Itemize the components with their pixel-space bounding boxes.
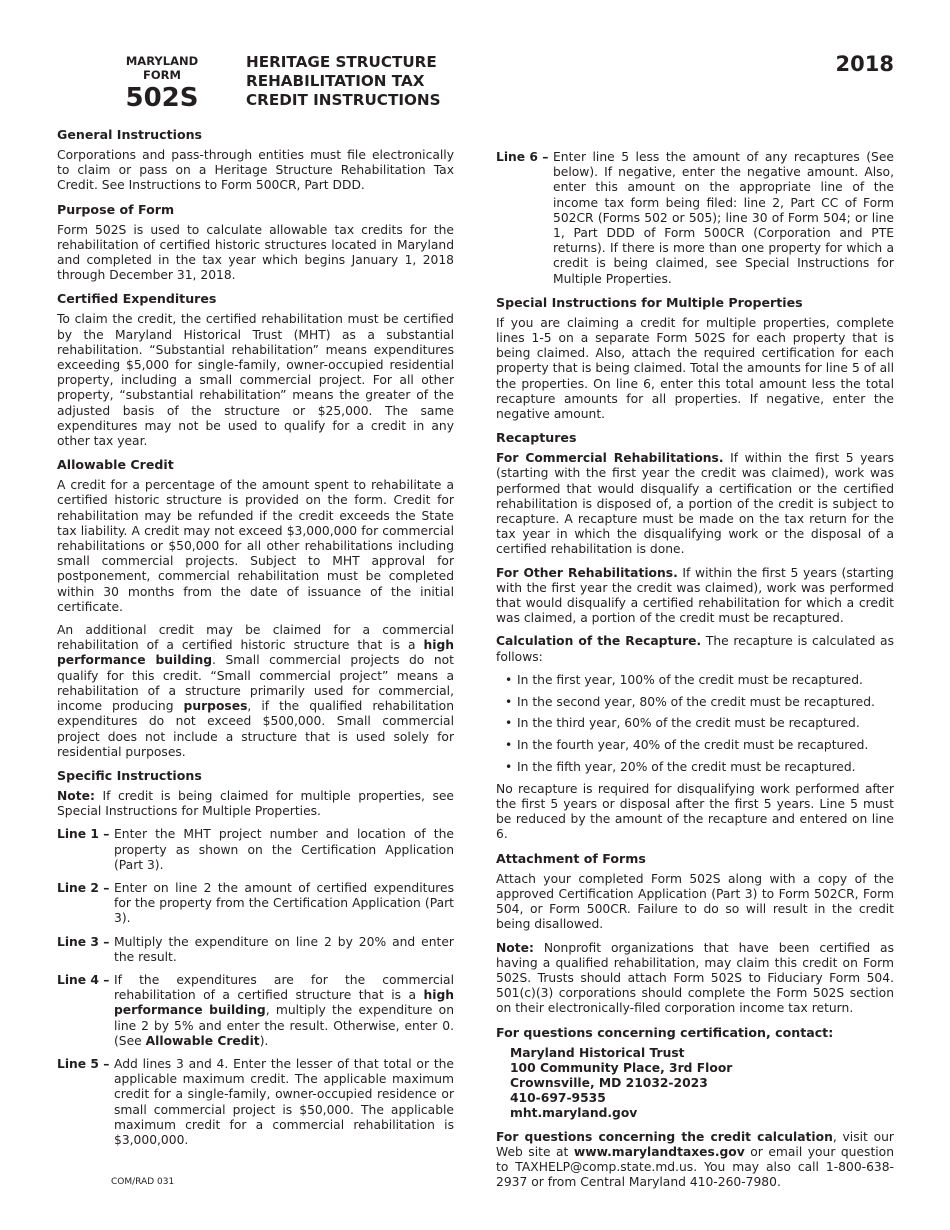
title-line: REHABILITATION TAX (246, 72, 425, 90)
website-link[interactable]: www.marylandtaxes.gov (573, 1144, 745, 1159)
right-column (496, 150, 894, 1198)
list-item-text: In the third year, 60% of the credit must be recaptured. (517, 716, 860, 731)
title-line: HERITAGE STRUCTURE (246, 53, 437, 71)
emphasis-text: purposes (183, 699, 248, 714)
recapture-calculation-text (496, 634, 894, 664)
contact-city: Crownsville, MD 21032-2023 (510, 1075, 708, 1090)
line-label: Line 3 – (57, 934, 110, 949)
emphasis-text: Allowable Credit (145, 1033, 260, 1048)
note-text: Nonprofit organizations that have been certified as having a qualified rehabilitation, may claim this credit on Form 502S. Trusts should attach Form 502S to Fiduciary Form 504. 501(c)(3) corporations should complete the Form 502S section on their electronically-filed corporation income tax return. (496, 940, 894, 1016)
section-heading-multiple-properties: Special Instructions for Multiple Properties (496, 294, 803, 310)
list-item-text: In the fourth year, 40% of the credit must be recaptured. (517, 738, 869, 753)
contact-address-block (510, 1046, 894, 1122)
list-item (505, 673, 894, 688)
text-run: If within the first 5 years (starting with the first year the credit was claimed), work was performed that would disqualify a certified rehabilitation for which a credit was claimed, a portion of the credit must be recaptured. (496, 565, 894, 626)
emphasis-text: For Commercial Rehabilitations. (496, 451, 724, 466)
attachment-text: Attach your completed Form 502S along with a copy of the approved Certification Application (Part 3) to Form 502CR, Form 504, or Form 500CR. Failure to do so will result in the credit being disallowed. (496, 871, 894, 932)
document-title (246, 53, 441, 110)
form-identifier (112, 54, 212, 113)
attachment-note (496, 941, 894, 1017)
section-heading-allowable-credit: Allowable Credit (57, 457, 174, 473)
list-item (505, 716, 894, 731)
title-line: CREDIT INSTRUCTIONS (246, 91, 441, 109)
line-instruction-4 (57, 973, 454, 1049)
line-label: Line 2 – (57, 880, 110, 895)
bullet-icon: • (505, 672, 513, 687)
commercial-recapture-text (496, 451, 894, 557)
line-text: Enter line 5 less the amount of any recaptures (See below). If negative, enter the negative amount. Also, enter this amount on the appropriate line of the income tax form being filed: line 2, Part CC of Form 502CR (Forms 502 or 505); line 30 of Form 504; or line 1, Part DDD of Form 500CR (Corporation and PTE returns). If there is more than one property for which a credit is being claimed, see Special Instructions for Multiple Properties. (553, 150, 894, 286)
emphasis-text: Calculation of the Recapture. (496, 634, 702, 649)
emphasis-text: high performance building (57, 638, 454, 668)
purpose-text: Form 502S is used to calculate allowable tax credits for the rehabilitation of certified historic structures located in Maryland and completed in the tax year which begins January 1, 2018 through December 31, 2018. (57, 222, 454, 283)
section-heading-recaptures: Recaptures (496, 430, 577, 446)
no-recapture-text: No recapture is required for disqualifying work performed after the first 5 years or disposal after the first 5 years. Line 5 must be reduced by the amount of the recapture and entered on line 6. (496, 781, 894, 842)
contact-phone: 410-697-9535 (510, 1091, 606, 1106)
section-heading-contact: For questions concerning certification, contact: (496, 1024, 834, 1040)
tax-year: 2018 (835, 52, 894, 76)
allowable-credit-text: A credit for a percentage of the amount spent to rehabilitate a certified historic structure is provided on the form. Credit for rehabilitation may be refunded if the credit exceeds the State tax liability. A credit may not exceed $3,000,000 for commercial rehabilitations or $50,000 for all other rehabilitations including small commercial projects. Subject to MHT approval for postponement, commercial rehabilitation must be completed within 30 months from the date of issuance of the initial certificate. (57, 478, 454, 614)
line-text: Add lines 3 and 4. Enter the lesser of that total or the applicable maximum credit. The applicable maximum credit for a single-family, owner-occupied residence or small commercial project is $50,000. The applicable maximum credit for a commercial rehabilitation is $3,000,000. (114, 1056, 454, 1147)
note-text: If credit is being claimed for multiple properties, see Special Instructions for Multiple Properties. (57, 788, 454, 819)
other-recapture-text (496, 566, 894, 627)
line-text: Enter the MHT project number and location of the property as shown on the Certification Application (Part 3). (114, 827, 454, 872)
text-run: An additional credit may be claimed for a commercial rehabilitation of a certified historic structure that is a (57, 623, 454, 653)
note-label: Note: (57, 788, 95, 803)
general-instructions-text: Corporations and pass-through entities must file electronically to claim or pass on a Heritage Structure Rehabilitation Tax Credit. See Instructions to Form 500CR, Part DDD. (57, 148, 454, 193)
list-item (505, 738, 894, 753)
text-run: or email your question to TAXHELP@comp.state.md.us. You may also call 1-800-638-2937 or from Central Maryland 410-260-7980. (496, 1144, 894, 1190)
list-item-text: In the second year, 80% of the credit must be recaptured. (517, 694, 875, 709)
list-item (505, 695, 894, 710)
bullet-icon: • (505, 738, 513, 753)
line-instruction-2 (57, 881, 454, 927)
contact-website: mht.maryland.gov (510, 1106, 638, 1121)
line-instruction-6 (496, 150, 894, 287)
text-run: ). (259, 1033, 269, 1048)
multiple-properties-text: If you are claiming a credit for multiple properties, complete lines 1-5 on a separate Form 502S for each property that is being claimed. Also, attach the required certification for each property that is being claimed. Total the amounts for line 5 of all the properties. On line 6, enter this total amount less the total recapture amounts for all properties. If negative, enter the negative amount. (496, 315, 894, 422)
questions-text (496, 1130, 894, 1191)
text-run: , multiply the expenditure on line 2 by 5% and enter the result. Otherwise, enter 0. (See (114, 1003, 454, 1048)
line-instruction-3 (57, 935, 454, 965)
specific-note (57, 789, 454, 819)
note-label: Note: (496, 940, 534, 955)
recapture-schedule-list (496, 673, 894, 775)
contact-street: 100 Community Place, 3rd Floor (510, 1060, 733, 1075)
bullet-icon: • (505, 760, 513, 775)
section-heading-general: General Instructions (57, 127, 203, 142)
emphasis-text: For Other Rehabilitations. (496, 565, 678, 580)
line-label: Line 5 – (57, 1056, 110, 1071)
form-word: FORM (143, 68, 181, 82)
list-item (505, 760, 894, 775)
list-item-text: In the first year, 100% of the credit must be recaptured. (517, 672, 863, 687)
text-run: , if the qualified rehabilitation expenditures do not exceed $500,000. Small commercial project does not include a structure that is used solely for residential purposes. (57, 699, 454, 759)
line-instruction-5 (57, 1057, 454, 1148)
contact-org: Maryland Historical Trust (510, 1045, 685, 1060)
section-heading-certified-expenditures: Certified Expenditures (57, 291, 217, 307)
line-label: Line 1 – (57, 827, 110, 842)
line-label: Line 4 – (57, 972, 110, 987)
emphasis-text: For questions concerning the credit calculation (496, 1129, 833, 1144)
bullet-icon: • (505, 716, 513, 731)
line-instruction-1 (57, 827, 454, 873)
text-run: , visit our Web site at (496, 1129, 894, 1159)
section-heading-purpose: Purpose of Form (57, 201, 175, 217)
text-run: . Small commercial projects do not qualify for this credit. “Small commercial project” means a rehabilitation of a structure primarily used for commercial, income producing (57, 653, 454, 714)
section-heading-attachment: Attachment of Forms (496, 850, 646, 866)
text-run: If within the first 5 years (starting with the first year the credit was claimed), work was performed that would disqualify a certification or the certified rehabilitation is disposed of, a portion of the credit is subject to recapture. A recapture must be made on the tax return for the tax year in which the disqualifying work or the disposal of a certified rehabilitation is done. (496, 451, 894, 557)
text-run: The recapture is calculated as follows: (496, 634, 894, 664)
form-state: MARYLAND (125, 54, 199, 68)
line-label: Line 6 – (496, 150, 549, 164)
list-item-text: In the fifth year, 20% of the credit must be recaptured. (517, 760, 856, 775)
emphasis-text: high performance building (114, 988, 454, 1018)
left-column (57, 127, 454, 1156)
form-number: 502S (125, 83, 199, 113)
text-run: If the expenditures are for the commercial rehabilitation of a certified structure that is a (114, 972, 454, 1003)
bullet-icon: • (505, 694, 513, 709)
line-text: Enter on line 2 the amount of certified expenditures for the property from the Certification Application (Part 3). (114, 880, 454, 926)
form-footer-code: COM/RAD 031 (111, 1177, 175, 1187)
certified-expenditures-text: To claim the credit, the certified rehabilitation must be certified by the Maryland Historical Trust (MHT) as a substantial rehabilitation. “Substantial rehabilitation” means expenditures exceeding $5,000 for single-family, owner-occupied residential property, including a small commercial project. For all other property, “substantial rehabilitation” means the greater of the adjusted basis of the structure or $25,000. The same expenditures may not be used to qualify for a credit in any other tax year. (57, 312, 454, 449)
line-text (114, 973, 454, 1049)
section-heading-specific: Specific Instructions (57, 767, 202, 783)
line-text: Multiply the expenditure on line 2 by 20% and enter the result. (114, 934, 454, 964)
additional-credit-text (57, 623, 454, 760)
